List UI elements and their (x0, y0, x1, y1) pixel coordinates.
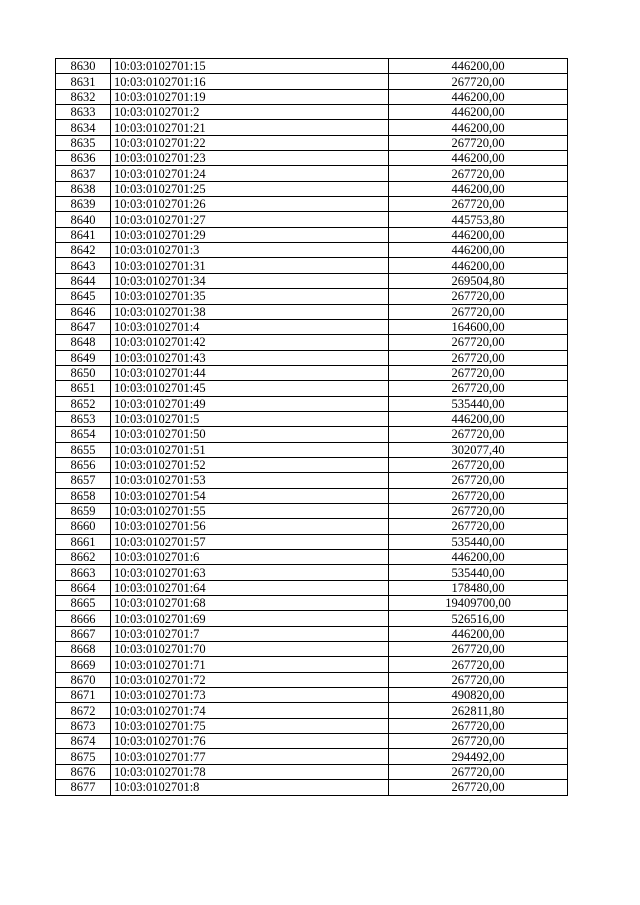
amount-cell: 446200,00 (389, 181, 568, 196)
table-row (56, 212, 568, 227)
row-number-cell: 8673 (56, 718, 111, 733)
table-row (56, 227, 568, 242)
row-number-cell: 8645 (56, 289, 111, 304)
cadastral-number-cell: 10:03:0102701:70 (111, 642, 389, 657)
table-row (56, 718, 568, 733)
amount-cell: 267720,00 (389, 197, 568, 212)
table-row (56, 780, 568, 795)
amount-cell: 267720,00 (389, 473, 568, 488)
row-number-cell: 8633 (56, 105, 111, 120)
table-row (56, 672, 568, 687)
row-number-cell: 8648 (56, 335, 111, 350)
amount-cell: 19409700,00 (389, 596, 568, 611)
row-number-cell: 8630 (56, 59, 111, 74)
cadastral-number-cell: 10:03:0102701:55 (111, 503, 389, 518)
cadastral-number-cell: 10:03:0102701:54 (111, 488, 389, 503)
row-number-cell: 8677 (56, 780, 111, 795)
table-row (56, 365, 568, 380)
amount-cell: 267720,00 (389, 365, 568, 380)
row-number-cell: 8657 (56, 473, 111, 488)
amount-cell: 446200,00 (389, 105, 568, 120)
cadastral-number-cell: 10:03:0102701:74 (111, 703, 389, 718)
row-number-cell: 8652 (56, 396, 111, 411)
row-number-cell: 8651 (56, 381, 111, 396)
row-number-cell: 8659 (56, 503, 111, 518)
cadastral-number-cell: 10:03:0102701:7 (111, 626, 389, 641)
row-number-cell: 8658 (56, 488, 111, 503)
cadastral-number-cell: 10:03:0102701:3 (111, 243, 389, 258)
table-row (56, 243, 568, 258)
amount-cell: 446200,00 (389, 120, 568, 135)
row-number-cell: 8654 (56, 427, 111, 442)
cadastral-number-cell: 10:03:0102701:2 (111, 105, 389, 120)
amount-cell: 267720,00 (389, 642, 568, 657)
table-row (56, 503, 568, 518)
table-row (56, 642, 568, 657)
row-number-cell: 8643 (56, 258, 111, 273)
table-row (56, 534, 568, 549)
amount-cell: 267720,00 (389, 381, 568, 396)
amount-cell: 535440,00 (389, 396, 568, 411)
row-number-cell: 8638 (56, 181, 111, 196)
cadastral-number-cell: 10:03:0102701:6 (111, 550, 389, 565)
table-row (56, 197, 568, 212)
amount-cell: 267720,00 (389, 764, 568, 779)
table-row (56, 611, 568, 626)
cadastral-number-cell: 10:03:0102701:73 (111, 688, 389, 703)
table-row (56, 580, 568, 595)
table-row (56, 657, 568, 672)
row-number-cell: 8647 (56, 319, 111, 334)
table-row (56, 442, 568, 457)
amount-cell: 267720,00 (389, 657, 568, 672)
cadastral-number-cell: 10:03:0102701:56 (111, 519, 389, 534)
cadastral-number-cell: 10:03:0102701:53 (111, 473, 389, 488)
amount-cell: 446200,00 (389, 151, 568, 166)
table-row (56, 319, 568, 334)
table-row (56, 488, 568, 503)
row-number-cell: 8636 (56, 151, 111, 166)
table-row (56, 89, 568, 104)
cadastral-number-cell: 10:03:0102701:31 (111, 258, 389, 273)
table-row (56, 565, 568, 580)
table-row (56, 151, 568, 166)
cadastral-number-cell: 10:03:0102701:16 (111, 74, 389, 89)
cadastral-number-cell: 10:03:0102701:29 (111, 227, 389, 242)
row-number-cell: 8669 (56, 657, 111, 672)
row-number-cell: 8676 (56, 764, 111, 779)
amount-cell: 535440,00 (389, 534, 568, 549)
amount-cell: 267720,00 (389, 427, 568, 442)
table-row (56, 258, 568, 273)
amount-cell: 490820,00 (389, 688, 568, 703)
cadastral-number-cell: 10:03:0102701:64 (111, 580, 389, 595)
row-number-cell: 8653 (56, 411, 111, 426)
cadastral-number-cell: 10:03:0102701:23 (111, 151, 389, 166)
row-number-cell: 8649 (56, 350, 111, 365)
table-row (56, 688, 568, 703)
row-number-cell: 8664 (56, 580, 111, 595)
amount-cell: 526516,00 (389, 611, 568, 626)
amount-cell: 267720,00 (389, 734, 568, 749)
cadastral-number-cell: 10:03:0102701:68 (111, 596, 389, 611)
row-number-cell: 8665 (56, 596, 111, 611)
amount-cell: 267720,00 (389, 350, 568, 365)
table-row (56, 457, 568, 472)
table-row (56, 181, 568, 196)
table-row (56, 350, 568, 365)
amount-cell: 446200,00 (389, 550, 568, 565)
table-row (56, 120, 568, 135)
cadastral-number-cell: 10:03:0102701:8 (111, 780, 389, 795)
table-row (56, 59, 568, 74)
cadastral-number-cell: 10:03:0102701:19 (111, 89, 389, 104)
row-number-cell: 8672 (56, 703, 111, 718)
cadastral-number-cell: 10:03:0102701:57 (111, 534, 389, 549)
table-row (56, 74, 568, 89)
row-number-cell: 8632 (56, 89, 111, 104)
amount-cell: 267720,00 (389, 135, 568, 150)
amount-cell: 446200,00 (389, 258, 568, 273)
cadastral-number-cell: 10:03:0102701:72 (111, 672, 389, 687)
table-row (56, 289, 568, 304)
amount-cell: 267720,00 (389, 780, 568, 795)
cadastral-number-cell: 10:03:0102701:77 (111, 749, 389, 764)
amount-cell: 446200,00 (389, 243, 568, 258)
row-number-cell: 8637 (56, 166, 111, 181)
ledger-table (55, 58, 568, 796)
row-number-cell: 8634 (56, 120, 111, 135)
ledger-body (56, 59, 568, 796)
table-row (56, 764, 568, 779)
table-row (56, 427, 568, 442)
cadastral-number-cell: 10:03:0102701:63 (111, 565, 389, 580)
table-row (56, 519, 568, 534)
row-number-cell: 8666 (56, 611, 111, 626)
amount-cell: 446200,00 (389, 89, 568, 104)
amount-cell: 269504,80 (389, 273, 568, 288)
cadastral-number-cell: 10:03:0102701:22 (111, 135, 389, 150)
table-row (56, 703, 568, 718)
cadastral-number-cell: 10:03:0102701:45 (111, 381, 389, 396)
table-row (56, 734, 568, 749)
cadastral-number-cell: 10:03:0102701:34 (111, 273, 389, 288)
cadastral-number-cell: 10:03:0102701:51 (111, 442, 389, 457)
cadastral-number-cell: 10:03:0102701:15 (111, 59, 389, 74)
table-row (56, 626, 568, 641)
amount-cell: 267720,00 (389, 672, 568, 687)
cadastral-number-cell: 10:03:0102701:4 (111, 319, 389, 334)
amount-cell: 535440,00 (389, 565, 568, 580)
row-number-cell: 8674 (56, 734, 111, 749)
cadastral-number-cell: 10:03:0102701:35 (111, 289, 389, 304)
table-row (56, 411, 568, 426)
amount-cell: 302077,40 (389, 442, 568, 457)
row-number-cell: 8661 (56, 534, 111, 549)
cadastral-number-cell: 10:03:0102701:52 (111, 457, 389, 472)
row-number-cell: 8642 (56, 243, 111, 258)
cadastral-number-cell: 10:03:0102701:78 (111, 764, 389, 779)
cadastral-number-cell: 10:03:0102701:69 (111, 611, 389, 626)
table-row (56, 135, 568, 150)
amount-cell: 446200,00 (389, 227, 568, 242)
amount-cell: 294492,00 (389, 749, 568, 764)
table-row (56, 105, 568, 120)
row-number-cell: 8670 (56, 672, 111, 687)
row-number-cell: 8635 (56, 135, 111, 150)
amount-cell: 262811,80 (389, 703, 568, 718)
cadastral-number-cell: 10:03:0102701:25 (111, 181, 389, 196)
cadastral-number-cell: 10:03:0102701:75 (111, 718, 389, 733)
table-row (56, 550, 568, 565)
cadastral-number-cell: 10:03:0102701:27 (111, 212, 389, 227)
row-number-cell: 8663 (56, 565, 111, 580)
cadastral-number-cell: 10:03:0102701:71 (111, 657, 389, 672)
row-number-cell: 8650 (56, 365, 111, 380)
table-row (56, 381, 568, 396)
cadastral-number-cell: 10:03:0102701:38 (111, 304, 389, 319)
row-number-cell: 8667 (56, 626, 111, 641)
row-number-cell: 8644 (56, 273, 111, 288)
cadastral-number-cell: 10:03:0102701:26 (111, 197, 389, 212)
table-row (56, 273, 568, 288)
cadastral-number-cell: 10:03:0102701:50 (111, 427, 389, 442)
amount-cell: 164600,00 (389, 319, 568, 334)
amount-cell: 267720,00 (389, 519, 568, 534)
table-row (56, 335, 568, 350)
amount-cell: 267720,00 (389, 718, 568, 733)
amount-cell: 267720,00 (389, 289, 568, 304)
cadastral-number-cell: 10:03:0102701:24 (111, 166, 389, 181)
table-row (56, 304, 568, 319)
amount-cell: 446200,00 (389, 626, 568, 641)
row-number-cell: 8662 (56, 550, 111, 565)
amount-cell: 267720,00 (389, 304, 568, 319)
amount-cell: 446200,00 (389, 411, 568, 426)
row-number-cell: 8655 (56, 442, 111, 457)
amount-cell: 267720,00 (389, 503, 568, 518)
cadastral-number-cell: 10:03:0102701:76 (111, 734, 389, 749)
table-row (56, 166, 568, 181)
cadastral-number-cell: 10:03:0102701:42 (111, 335, 389, 350)
row-number-cell: 8660 (56, 519, 111, 534)
row-number-cell: 8668 (56, 642, 111, 657)
row-number-cell: 8631 (56, 74, 111, 89)
amount-cell: 267720,00 (389, 335, 568, 350)
amount-cell: 267720,00 (389, 74, 568, 89)
amount-cell: 267720,00 (389, 166, 568, 181)
row-number-cell: 8639 (56, 197, 111, 212)
row-number-cell: 8656 (56, 457, 111, 472)
row-number-cell: 8646 (56, 304, 111, 319)
row-number-cell: 8641 (56, 227, 111, 242)
amount-cell: 446200,00 (389, 59, 568, 74)
row-number-cell: 8675 (56, 749, 111, 764)
cadastral-number-cell: 10:03:0102701:49 (111, 396, 389, 411)
table-row (56, 473, 568, 488)
cadastral-number-cell: 10:03:0102701:44 (111, 365, 389, 380)
row-number-cell: 8640 (56, 212, 111, 227)
cadastral-number-cell: 10:03:0102701:5 (111, 411, 389, 426)
amount-cell: 445753,80 (389, 212, 568, 227)
cadastral-number-cell: 10:03:0102701:21 (111, 120, 389, 135)
amount-cell: 178480,00 (389, 580, 568, 595)
cadastral-number-cell: 10:03:0102701:43 (111, 350, 389, 365)
table-row (56, 749, 568, 764)
row-number-cell: 8671 (56, 688, 111, 703)
table-row (56, 596, 568, 611)
amount-cell: 267720,00 (389, 457, 568, 472)
table-row (56, 396, 568, 411)
amount-cell: 267720,00 (389, 488, 568, 503)
